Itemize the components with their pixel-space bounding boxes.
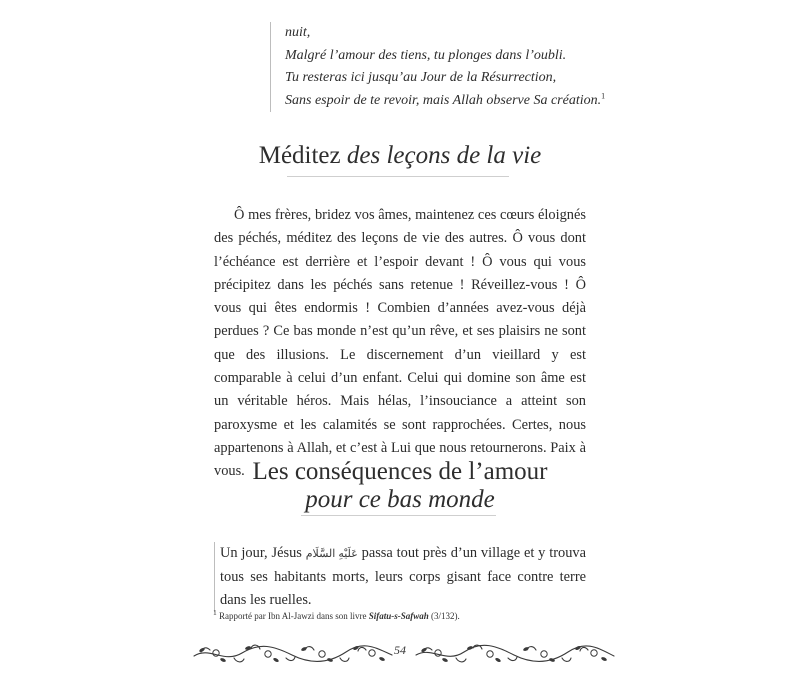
poem-line-3: Tu resteras ici jusqu’au Jour de la Résurrection,	[285, 70, 557, 86]
title-underline-2	[301, 515, 496, 516]
honorific-arabic: عَلَيْهِ السَّلَام	[305, 548, 358, 560]
footnote-reference: (3/132).	[431, 611, 460, 621]
footnote-text: Rapporté par Ibn Al-Jawzi dans son livre	[219, 611, 367, 621]
poem-line-4	[285, 90, 625, 113]
footnote-book-title: Sifatu-s-Safwah	[368, 611, 429, 621]
footnote-marker-link[interactable]: 1	[601, 91, 606, 101]
poem-line-4-text: Sans espoir de te revoir, mais Allah observe Sa création.	[285, 92, 602, 108]
poem-block	[270, 22, 625, 112]
footnote	[213, 607, 593, 622]
floral-ornament-left-icon	[190, 640, 395, 666]
paragraph-start: Un jour, Jésus	[220, 545, 302, 561]
footnote-number: 1	[213, 608, 217, 617]
section-title-line-2: pour ce bas monde	[305, 486, 495, 513]
poem-line-2: Malgré l’amour des tiens, tu plonges dans l’oubli.	[285, 47, 567, 63]
section-title-plain: Méditez	[258, 142, 341, 169]
body-paragraph-1	[214, 204, 586, 484]
floral-ornament-right-icon	[412, 640, 617, 666]
section-title-reflect	[0, 140, 800, 172]
paragraph-text: Ô mes frères, bridez vos âmes, maintenez ces cœurs éloignés des péchés, méditez des leçons de vie des autres. Ô vous dont l’échéance est derrière et l’espoir devant ! Ô vous qui vous précipitez dans les péchés sans retenue ! Réveillez-vous ! Ô vous qui êtes endormis ! Combien d’années avez-vous déjà perdues ? Ce bas monde n’est qu’un rêve, et ses plaisirs ne sont que des illusions. Le discernement d’un vieillard y est comparable à celui d’un enfant. Celui qui domine son âme est un véritable héros. Mais hélas, l’insouciance a atteint son paroxysme et les calamités se sont rapprochées. Certes, nous appartenons à Allah, et c’est à Lui que nous retournerons. Paix à vous.	[214, 207, 586, 480]
page-number: 54	[394, 643, 406, 657]
body-paragraph-2	[214, 542, 586, 612]
section-title-line-1: Les conséquences de l’amour	[252, 458, 548, 485]
title-underline	[287, 176, 509, 177]
section-title-italic: des leçons de la vie	[346, 142, 542, 169]
paragraph-text-2	[220, 542, 586, 612]
poem-line-1: nuit,	[285, 25, 311, 40]
section-title-consequences	[0, 458, 800, 514]
paragraph-rest: passa tout près d’un village et y trouva tous ses habitants morts, leurs corps gisant face contre terre dans les ruelles.	[220, 545, 586, 608]
